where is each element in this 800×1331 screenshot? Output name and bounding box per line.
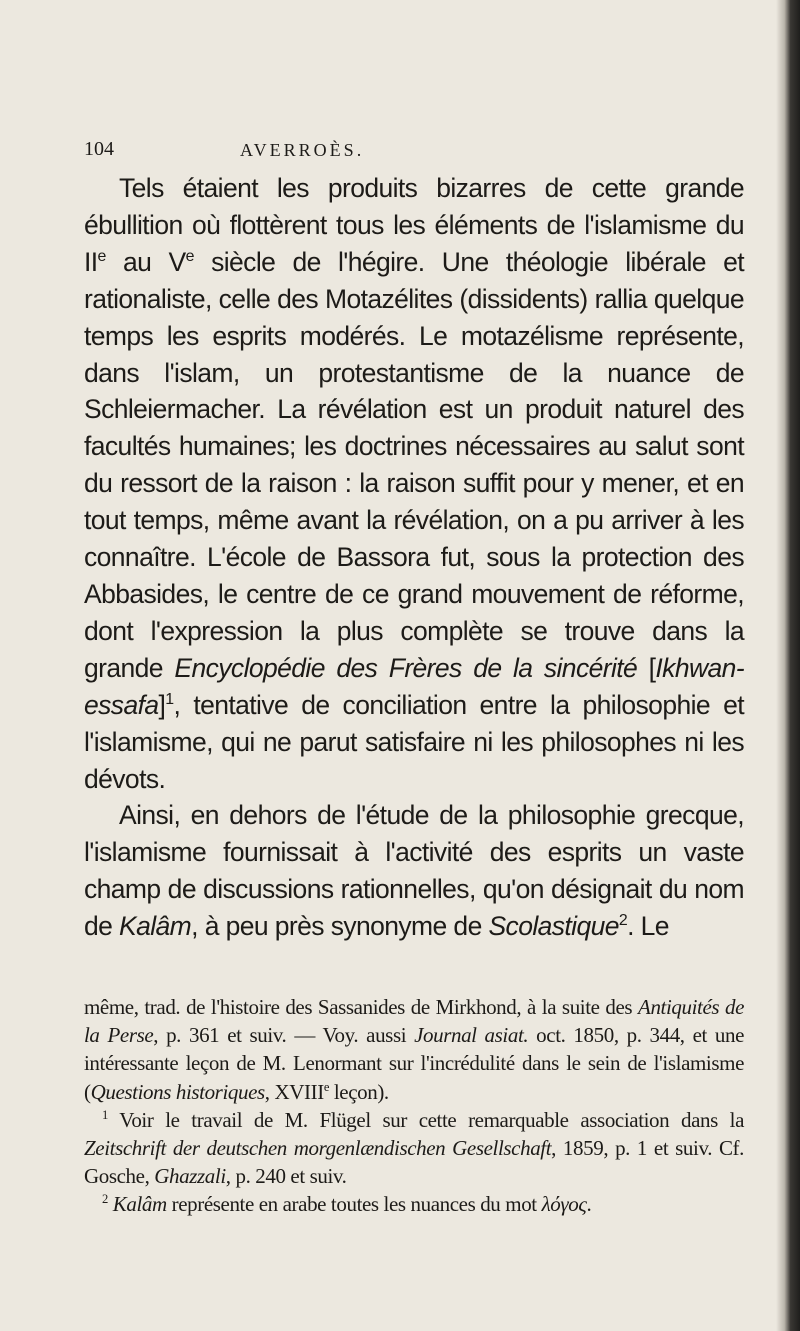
- footnote-ref-1: 1: [165, 690, 174, 708]
- superscript: e: [323, 1079, 330, 1094]
- greek-word: λόγος: [541, 1192, 587, 1217]
- text-run: , à peu près synonyme de: [191, 911, 489, 942]
- text-run: , p. 240 et suiv.: [225, 1164, 347, 1189]
- italic-term: Kalâm: [112, 1192, 167, 1217]
- text-run: même, trad. de l'histoire des Sassanides de Mirkhond, à la suite des: [84, 995, 639, 1020]
- text-run: oct. 1850, p. 344, et une intéressante leçon de M. Lenormant sur l'incrédulité dans le sein de l'islamisme (: [84, 1023, 744, 1104]
- italic-title: Zeitschrift der deutschen morgenlændischen Gesellschaft: [84, 1136, 552, 1161]
- footnote-continuation: [84, 993, 744, 1106]
- italic-title: Questions historiques: [90, 1079, 265, 1104]
- paragraph-1: [84, 170, 744, 797]
- text-run: ,: [264, 1079, 275, 1104]
- running-header: [84, 138, 744, 170]
- footnote-mark: 1: [102, 1107, 108, 1122]
- text-run: .: [586, 1192, 592, 1217]
- century-numeral: V: [168, 246, 186, 277]
- paragraph-2: [84, 797, 744, 945]
- italic-title: Journal asiat.: [414, 1023, 529, 1048]
- text-run: Tels étaient les produits bizarres de cette grande ébullition où flottèrent tous les éléments de l'islamisme du: [84, 173, 744, 240]
- superscript: e: [185, 247, 194, 265]
- text-run: , p. 361 et suiv. — Voy. aussi: [153, 1023, 415, 1048]
- italic-title: Encyclopédie des Frères de la sincérité: [174, 652, 638, 683]
- main-text: [84, 170, 744, 945]
- footnote-separator: [84, 945, 744, 993]
- italic-title: Ikhwan-essafa: [84, 652, 745, 720]
- footnotes: [84, 993, 744, 1219]
- text-run: au: [105, 246, 169, 277]
- italic-term: Kalâm: [119, 911, 192, 942]
- text-run: représente en arabe toutes les nuances du mot: [166, 1192, 542, 1217]
- page-number: 104: [84, 138, 114, 160]
- century-numeral: XVIII: [274, 1079, 324, 1104]
- text-run: , 1859, p. 1 et suiv. Cf. Gosche,: [84, 1136, 744, 1189]
- superscript: e: [97, 247, 106, 265]
- text-run: Ainsi, en dehors de l'étude de la philosophie grecque, l'islamisme fournissait à l'activité des esprits un vaste champ de discussions rationnelles, qu'on désignait du nom de: [84, 800, 744, 942]
- century-numeral: II: [84, 246, 98, 277]
- italic-title: Ghazzali: [154, 1164, 226, 1189]
- page-edge-shadow: [776, 0, 800, 1331]
- footnote-ref-2: 2: [618, 912, 628, 930]
- text-run: siècle de l'hégire. Une théologie libérale et rationaliste, celle des Motazélites (dissidents) rallia quelque temps les esprits modérés. Le motazélisme représente, dans l'islam, un protestantisme de la nuance de Schleiermacher. La révélation est un produit naturel des facultés humaines; les doctrines nécessaires au salut sont du ressort de la raison : la raison suffit pour y mener, et en tout temps, même avant la révélation, on a pu arriver à les connaître. L'école de Bassora fut, sous la protection des Abbasides, le centre de ce grand mouvement de réforme, dont l'expression la plus complète se trouve dans la grande: [84, 246, 744, 683]
- text-run: ]: [158, 689, 166, 720]
- text-run: [: [637, 652, 656, 683]
- footnote-mark: 2: [102, 1192, 108, 1207]
- italic-term: Scolastique: [488, 911, 619, 942]
- book-page: [84, 138, 744, 1219]
- text-run: . Le: [627, 911, 669, 942]
- footnote-1: [84, 1106, 744, 1191]
- text-run: Voir le travail de M. Flügel sur cette remarquable association dans la: [107, 1107, 744, 1132]
- italic-title: Antiquités de la Perse: [84, 995, 745, 1048]
- text-run: , tentative de conciliation entre la philosophie et l'islamisme, qui ne parut satisfaire ni les philosophes ni les dévots.: [84, 689, 744, 794]
- text-run: leçon).: [329, 1079, 389, 1104]
- footnote-2: [84, 1190, 744, 1218]
- running-title: AVERROÈS.: [240, 140, 365, 160]
